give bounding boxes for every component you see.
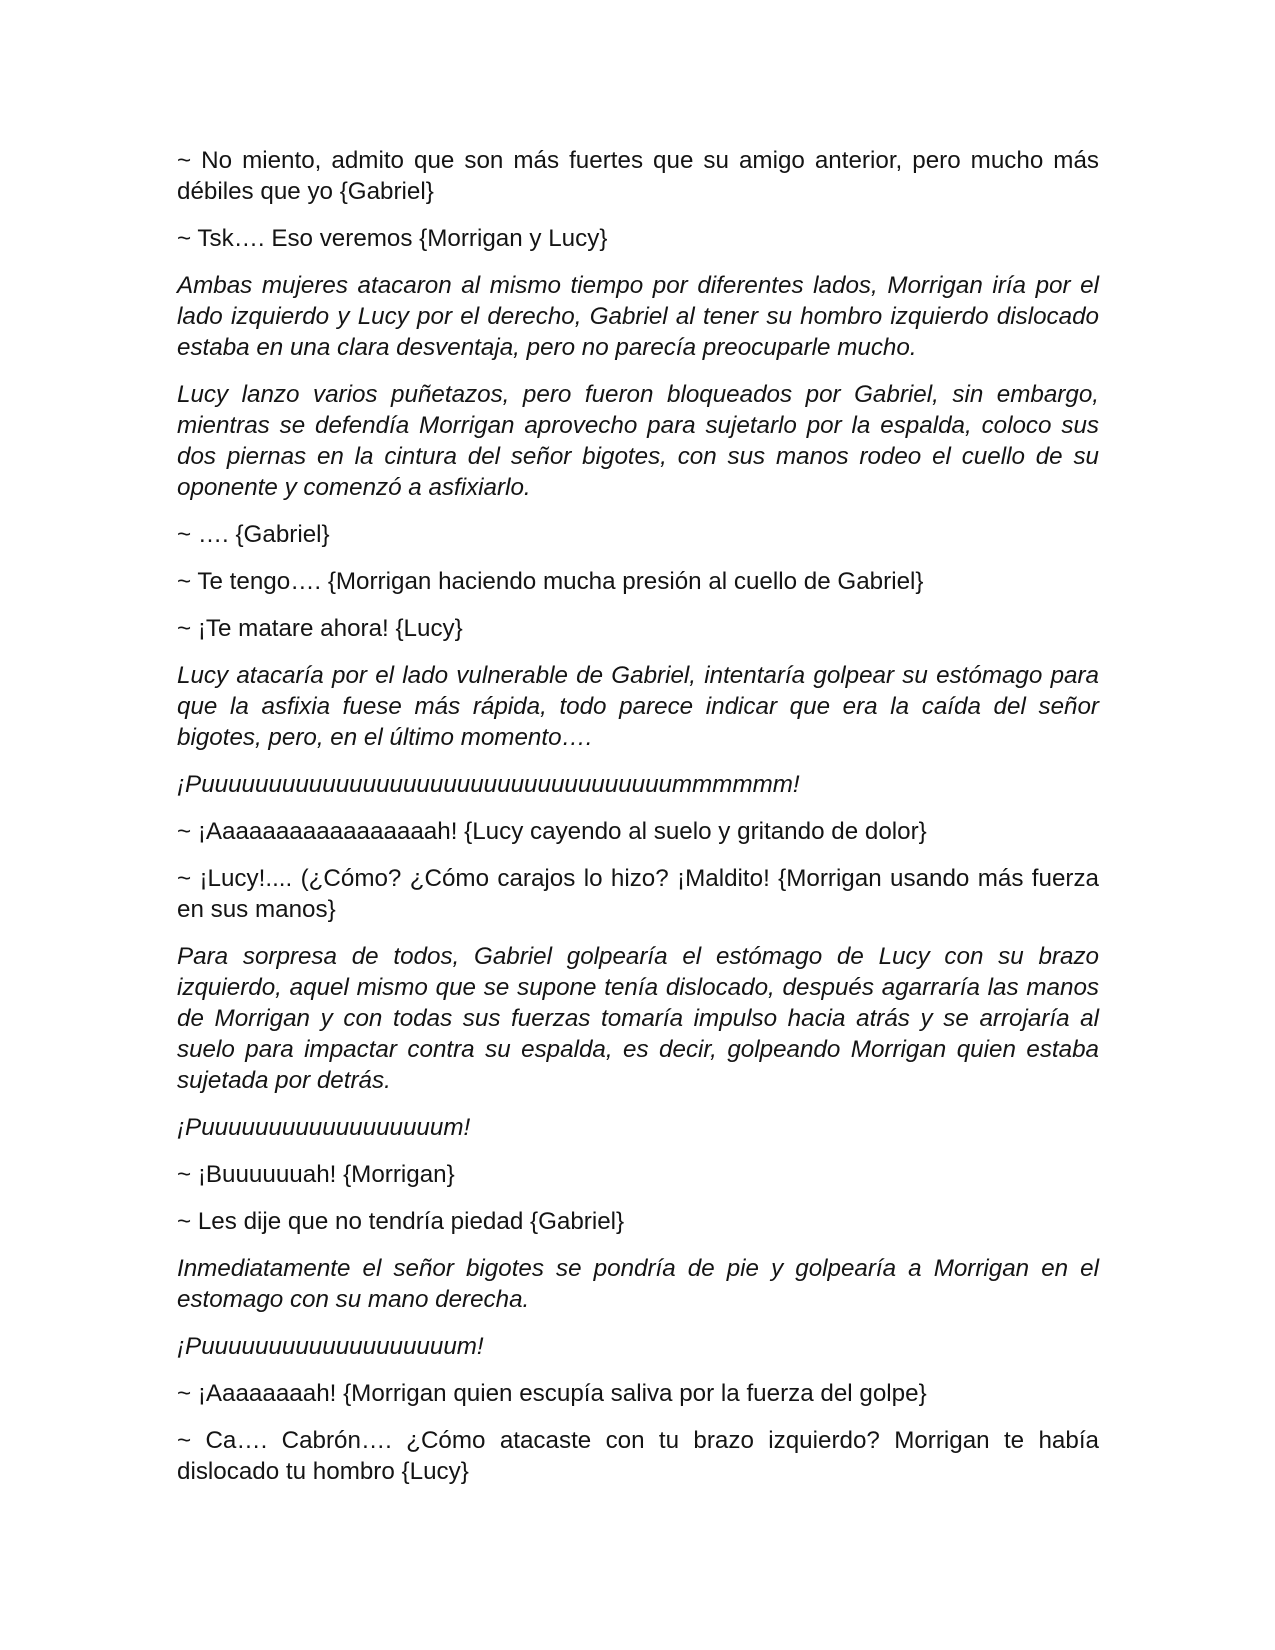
dialogue-line: ~ Les dije que no tendría piedad {Gabriel} xyxy=(177,1208,625,1235)
narration-paragraph: Inmediatamente el señor bigotes se pondría de pie y golpearía a Morrigan en el estomago con su mano derecha. xyxy=(177,1255,1099,1313)
dialogue-line: ~ ¡Aaaaaaaah! {Morrigan quien escupía saliva por la fuerza del golpe} xyxy=(177,1380,927,1407)
sound-effect-line: ¡Puuuuuuuuuuuuuuuuuum! xyxy=(177,1114,471,1141)
dialogue-line: ~ Te tengo…. {Morrigan haciendo mucha presión al cuello de Gabriel} xyxy=(177,568,924,595)
dialogue-line: ~ ¡Aaaaaaaaaaaaaaaaah! {Lucy cayendo al suelo y gritando de dolor} xyxy=(177,818,927,845)
sound-effect-line: ¡Puuuuuuuuuuuuuuuuuuum! xyxy=(177,1333,484,1360)
dialogue-line: ~ Ca…. Cabrón…. ¿Cómo atacaste con tu brazo izquierdo? Morrigan te había dislocado tu hombro {Lucy} xyxy=(177,1427,1099,1485)
narration-paragraph: Para sorpresa de todos, Gabriel golpearía el estómago de Lucy con su brazo izquierdo, aquel mismo que se supone tenía dislocado, después agarraría las manos de Morrigan y con todas sus fuerzas tomaría impulso hacia atrás y se arrojaría al suelo para impactar contra su espalda, es decir, golpeando Morrigan quien estaba sujetada por detrás. xyxy=(177,943,1099,1094)
document-page xyxy=(177,145,1099,1503)
dialogue-line: ~ ¡Buuuuuuah! {Morrigan} xyxy=(177,1161,455,1188)
dialogue-line: ~ ¡Te matare ahora! {Lucy} xyxy=(177,615,463,642)
dialogue-line: ~ No miento, admito que son más fuertes que su amigo anterior, pero mucho más débiles que yo {Gabriel} xyxy=(177,147,1099,205)
narration-paragraph: Lucy atacaría por el lado vulnerable de Gabriel, intentaría golpear su estómago para que la asfixia fuese más rápida, todo parece indicar que era la caída del señor bigotes, pero, en el último momento…. xyxy=(177,662,1099,751)
narration-paragraph: Ambas mujeres atacaron al mismo tiempo por diferentes lados, Morrigan iría por el lado izquierdo y Lucy por el derecho, Gabriel al tener su hombro izquierdo dislocado estaba en una clara desventaja, pero no parecía preocuparle mucho. xyxy=(177,272,1099,361)
narration-paragraph: Lucy lanzo varios puñetazos, pero fueron bloqueados por Gabriel, sin embargo, mientras se defendía Morrigan aprovecho para sujetarlo por la espalda, coloco sus dos piernas en la cintura del señor bigotes, con sus manos rodeo el cuello de su oponente y comenzó a asfixiarlo. xyxy=(177,381,1099,501)
dialogue-line: ~ …. {Gabriel} xyxy=(177,521,330,548)
dialogue-line: ~ Tsk…. Eso veremos {Morrigan y Lucy} xyxy=(177,225,608,252)
dialogue-line: ~ ¡Lucy!.... (¿Cómo? ¿Cómo carajos lo hizo? ¡Maldito! {Morrigan usando más fuerza en sus manos} xyxy=(177,865,1099,923)
sound-effect-line: ¡Puuuuuuuuuuuuuuuuuuuuuuuuuuuuuuuuuuummmmmm! xyxy=(177,771,800,798)
